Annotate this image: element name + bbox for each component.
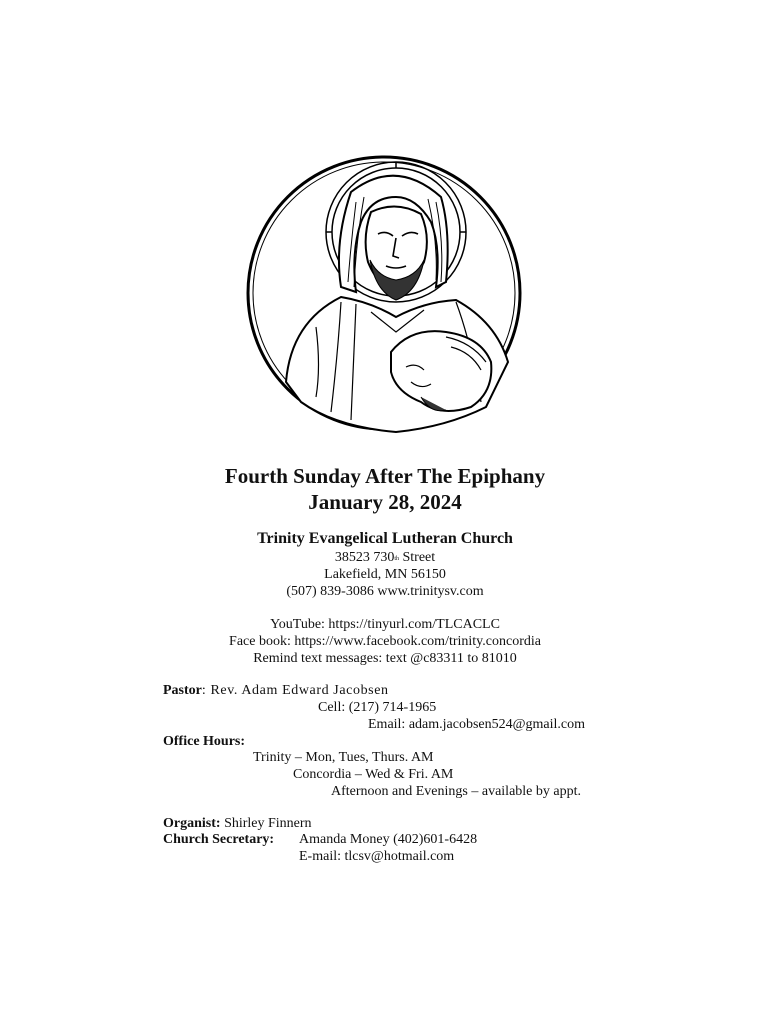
- remind-info: Remind text messages: text @c83311 to 81010: [253, 651, 517, 666]
- pastor-email[interactable]: Email: adam.jacobsen524@gmail.com: [368, 717, 585, 732]
- pastor-name: : Rev. Adam Edward Jacobsen: [201, 683, 389, 698]
- page-title: [0, 463, 770, 515]
- service-title: Fourth Sunday After The Epiphany: [224, 464, 546, 488]
- office-hours-trinity: Trinity – Mon, Tues, Thurs. AM: [253, 750, 434, 765]
- street-line: 38523 730th Street: [334, 550, 436, 565]
- youtube-link[interactable]: YouTube: https://tinyurl.com/TLCACLC: [270, 617, 500, 632]
- pastor-label: Pastor: [163, 683, 202, 698]
- church-name: Trinity Evangelical Lutheran Church: [257, 530, 513, 547]
- city-line: Lakefield, MN 56150: [324, 567, 446, 582]
- secretary-email[interactable]: E-mail: tlcsv@hotmail.com: [299, 849, 455, 864]
- online-links: [0, 616, 770, 667]
- christ-healing-illustration: [246, 152, 522, 434]
- secretary-info: Amanda Money (402)601-6428: [299, 832, 478, 847]
- pastor-line: [163, 682, 389, 699]
- phone-web-line: (507) 839-3086 www.trinitysv.com: [286, 584, 484, 599]
- church-address: [0, 549, 770, 600]
- office-hours-label: Office Hours:: [163, 734, 246, 749]
- organist-label: Organist:: [163, 816, 221, 831]
- office-hours-concordia: Concordia – Wed & Fri. AM: [293, 767, 454, 782]
- facebook-link[interactable]: Face book: https://www.facebook.com/trinity.concordia: [229, 634, 541, 649]
- service-date: January 28, 2024: [308, 490, 462, 514]
- organist-line: [163, 815, 312, 832]
- pastor-cell: Cell: (217) 714-1965: [318, 700, 437, 715]
- organist-name: Shirley Finnern: [220, 816, 312, 831]
- office-hours-afternoon: Afternoon and Evenings – available by appt.: [331, 784, 581, 799]
- secretary-label: Church Secretary:: [163, 832, 275, 847]
